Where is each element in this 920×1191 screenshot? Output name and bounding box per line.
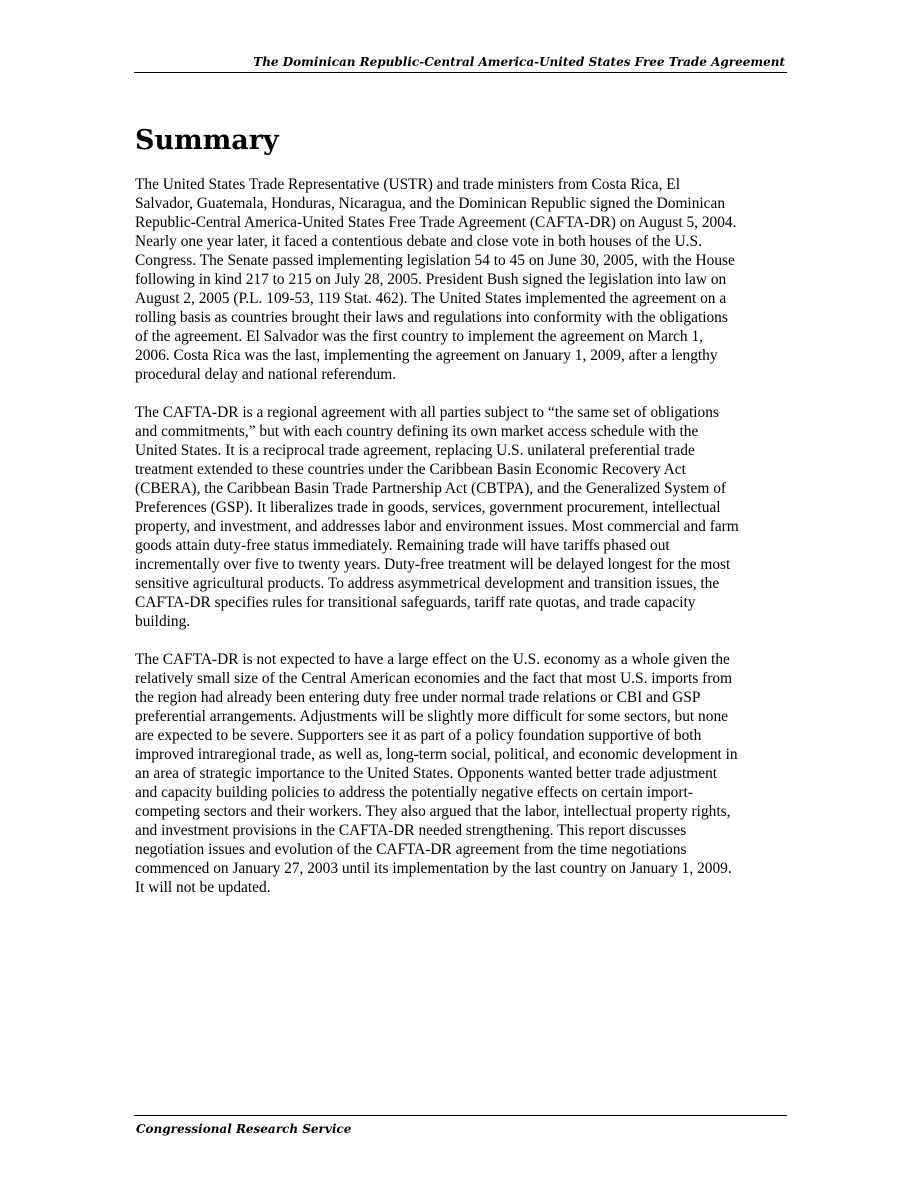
running-footer: [134, 1115, 787, 1136]
text-line: procedural delay and national referendum.: [135, 366, 397, 383]
text-line: competing sectors and their workers. They also argued that the labor, intellectual property rights,: [135, 803, 731, 820]
text-line: of the agreement. El Salvador was the first country to implement the agreement on March 1,: [135, 328, 703, 345]
text-line: Salvador, Guatemala, Honduras, Nicaragua, and the Dominican Republic signed the Dominican: [135, 195, 726, 212]
text-line: Preferences (GSP). It liberalizes trade in goods, services, government procurement, intellectual: [135, 499, 721, 516]
text-line: sensitive agricultural products. To address asymmetrical development and transition issues, the: [135, 575, 720, 592]
text-line: property, and investment, and addresses labor and environment issues. Most commercial and farm: [135, 518, 739, 535]
summary-paragraph-3: [135, 650, 795, 897]
running-header-title: The Dominican Republic-Central America-United States Free Trade Agreement: [253, 55, 785, 69]
text-line: relatively small size of the Central American economies and the fact that most U.S. imports from: [135, 670, 733, 687]
text-line: 2006. Costa Rica was the last, implementing the agreement on January 1, 2009, after a lengthy: [135, 347, 718, 364]
text-line: negotiation issues and evolution of the CAFTA-DR agreement from the time negotiations: [135, 841, 687, 858]
text-line: improved intraregional trade, as well as, long-term social, political, and economic development in: [135, 746, 738, 763]
running-header: [134, 54, 787, 73]
text-line: preferential arrangements. Adjustments will be slightly more difficult for some sectors, but none: [135, 708, 728, 725]
text-line: August 2, 2005 (P.L. 109-53, 119 Stat. 462). The United States implemented the agreement on a: [135, 290, 727, 307]
text-line: incrementally over five to twenty years. Duty-free treatment will be delayed longest for the most: [135, 556, 731, 573]
text-line: treatment extended to these countries under the Caribbean Basin Economic Recovery Act: [135, 461, 686, 478]
text-line: and commitments,” but with each country defining its own market access schedule with the: [135, 423, 699, 440]
text-line: rolling basis as countries brought their laws and regulations into conformity with the obligations: [135, 309, 728, 326]
text-line: Nearly one year later, it faced a contentious debate and close vote in both houses of the U.S.: [135, 233, 702, 250]
text-line: CAFTA-DR specifies rules for transitional safeguards, tariff rate quotas, and trade capacity: [135, 594, 696, 611]
summary-paragraph-2: [135, 403, 795, 631]
text-line: The United States Trade Representative (USTR) and trade ministers from Costa Rica, El: [135, 176, 680, 193]
text-line: the region had already been entering duty free under normal trade relations or CBI and GSP: [135, 689, 701, 706]
summary-paragraph-1: [135, 175, 795, 384]
text-line: are expected to be severe. Supporters see it as part of a policy foundation supportive of both: [135, 727, 702, 744]
text-line: (CBERA), the Caribbean Basin Trade Partnership Act (CBTPA), and the Generalized System of: [135, 480, 727, 497]
text-line: Congress. The Senate passed implementing legislation 54 to 45 on June 30, 2005, with the House: [135, 252, 735, 269]
text-line: following in kind 217 to 215 on July 28, 2005. President Bush signed the legislation into law on: [135, 271, 727, 288]
text-line: It will not be updated.: [135, 879, 271, 896]
summary-body: [135, 175, 795, 916]
text-line: Republic-Central America-United States Free Trade Agreement (CAFTA-DR) on August 5, 2004.: [135, 214, 737, 231]
text-line: building.: [135, 613, 191, 630]
page-title: Summary: [135, 125, 279, 156]
text-line: United States. It is a reciprocal trade agreement, replacing U.S. unilateral preferential trade: [135, 442, 695, 459]
footer-publisher: Congressional Research Service: [136, 1122, 352, 1136]
text-line: The CAFTA-DR is a regional agreement with all parties subject to “the same set of obligations: [135, 404, 719, 421]
text-line: commenced on January 27, 2003 until its implementation by the last country on January 1, 2009.: [135, 860, 732, 877]
text-line: goods attain duty-free status immediately. Remaining trade will have tariffs phased out: [135, 537, 670, 554]
text-line: The CAFTA-DR is not expected to have a large effect on the U.S. economy as a whole given the: [135, 651, 730, 668]
text-line: and investment provisions in the CAFTA-DR needed strengthening. This report discusses: [135, 822, 687, 839]
text-line: an area of strategic importance to the United States. Opponents wanted better trade adjustment: [135, 765, 718, 782]
text-line: and capacity building policies to address the potentially negative effects on certain import-: [135, 784, 693, 801]
